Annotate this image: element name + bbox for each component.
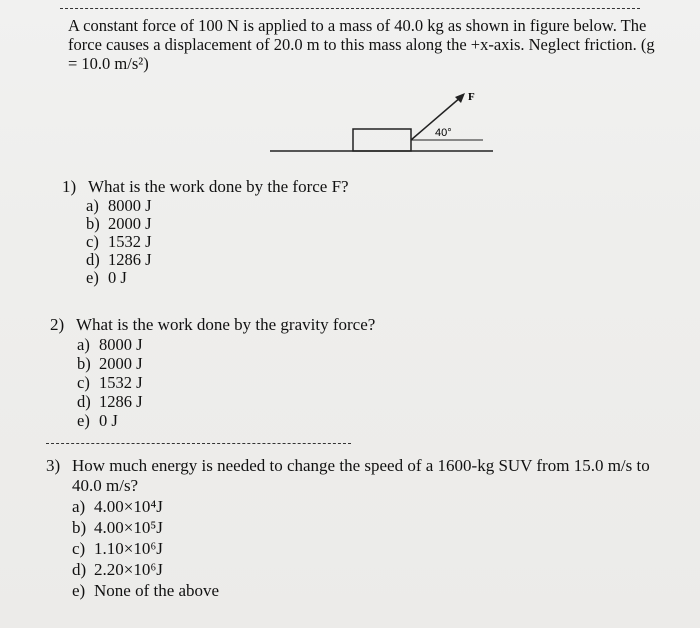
intro-line-3: = 10.0 m/s²) xyxy=(68,54,149,73)
question-3-stem: 3) How much energy is needed to change the speed of a 1600-kg SUV from 15.0 m/s to xyxy=(46,456,650,475)
question-2-options xyxy=(50,335,375,430)
question-3 xyxy=(46,456,650,601)
option-2e: e) 0 J xyxy=(77,411,118,430)
question-2 xyxy=(50,315,375,430)
option-2b: b) 2000 J xyxy=(77,354,143,373)
option-1b: b) 2000 J xyxy=(86,214,152,233)
middle-dashed-separator xyxy=(46,443,351,444)
question-1 xyxy=(62,177,349,287)
option-1a: a) 8000 J xyxy=(86,196,152,215)
force-label: F xyxy=(468,91,475,103)
question-3-stem-cont: 40.0 m/s? xyxy=(72,476,139,495)
question-1-options xyxy=(62,197,349,287)
question-2-stem: 2) What is the work done by the gravity force? xyxy=(50,315,376,334)
option-3b: b) 4.00×10⁵J xyxy=(72,518,163,537)
option-3a: a) 4.00×10⁴J xyxy=(72,497,163,516)
option-3d: d) 2.20×10⁶J xyxy=(72,560,163,579)
option-2c: c) 1532 J xyxy=(77,373,143,392)
intro-line-1: A constant force of 100 N is applied to a mass of 40.0 kg as shown in figure below. The xyxy=(68,16,647,35)
force-diagram xyxy=(265,78,505,158)
question-1-stem: 1) What is the work done by the force F? xyxy=(62,177,349,196)
intro-line-2: force causes a displacement of 20.0 m to this mass along the +x-axis. Neglect friction. (g xyxy=(68,35,655,54)
option-1e: e) 0 J xyxy=(86,268,127,287)
option-1c: c) 1532 J xyxy=(86,232,152,251)
angle-label: 40° xyxy=(435,127,452,139)
option-2a: a) 8000 J xyxy=(77,335,143,354)
mass-block xyxy=(353,129,411,151)
question-3-options xyxy=(46,496,650,601)
option-1d: d) 1286 J xyxy=(86,250,152,269)
top-dashed-separator xyxy=(60,8,640,9)
problem-intro xyxy=(68,16,678,73)
option-3c: c) 1.10×10⁶J xyxy=(72,539,163,558)
option-3e: e) None of the above xyxy=(72,581,220,600)
option-2d: d) 1286 J xyxy=(77,392,143,411)
